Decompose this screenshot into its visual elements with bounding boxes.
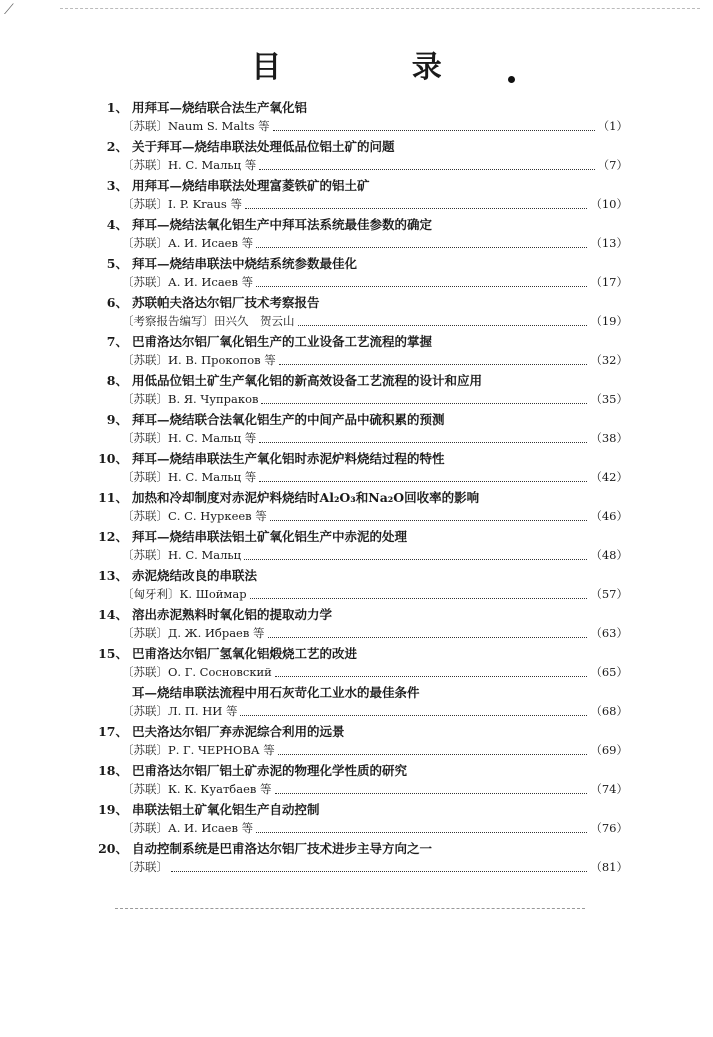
toc-page: （42）	[590, 469, 628, 484]
toc-entry	[98, 97, 628, 136]
toc-title: 赤泥烧结改良的串联法	[132, 567, 258, 583]
toc-entry	[98, 253, 628, 292]
dot-leader	[240, 706, 587, 716]
toc-title: 拜耳—烧结串联法铝土矿氧化铝生产中赤泥的处理	[132, 528, 408, 544]
dot-leader	[278, 745, 588, 755]
toc-author-row	[98, 545, 628, 564]
dot-leader	[261, 394, 587, 404]
toc-title-row	[98, 682, 628, 701]
toc-title-row	[98, 136, 628, 155]
toc-page: （35）	[590, 391, 628, 406]
toc-title: 拜耳—烧结串联法中烧结系统参数最佳化	[132, 255, 358, 271]
toc-page: （68）	[590, 703, 628, 718]
toc-title-row	[98, 292, 628, 311]
table-of-contents	[98, 97, 628, 877]
toc-author-row	[98, 857, 628, 876]
toc-author: 〔苏联〕Н. С. Мальц	[122, 547, 242, 562]
dot-leader	[256, 823, 587, 833]
toc-page: （65）	[590, 664, 628, 679]
toc-number: 9、	[106, 411, 128, 427]
toc-entry	[98, 565, 628, 604]
dot-leader	[270, 511, 588, 521]
dot-leader	[256, 238, 587, 248]
toc-title: 用拜耳—烧结串联法处理富菱铁矿的铝土矿	[132, 177, 370, 193]
toc-page: （10）	[590, 196, 628, 211]
toc-entry	[98, 799, 628, 838]
toc-page: （38）	[590, 430, 628, 445]
toc-page: （57）	[590, 586, 628, 601]
toc-page: （17）	[590, 274, 628, 289]
toc-number: 8、	[106, 372, 128, 388]
toc-author: 〔苏联〕С. С. Нуркеев 等	[122, 508, 267, 523]
toc-author-row	[98, 740, 628, 759]
ink-dot	[508, 76, 515, 83]
toc-entry	[98, 643, 628, 682]
dot-leader	[245, 199, 587, 209]
toc-title-row	[98, 838, 628, 857]
toc-title: 巴甫洛达尔铝厂铝土矿赤泥的物理化学性质的研究	[132, 762, 408, 778]
toc-author: 〔苏联〕Н. С. Мальц 等	[122, 469, 257, 484]
toc-entry	[98, 760, 628, 799]
toc-entry	[98, 487, 628, 526]
dot-leader	[171, 862, 587, 872]
toc-title-row	[98, 370, 628, 389]
toc-author: 〔苏联〕Д. Ж. Ибраев 等	[122, 625, 265, 640]
toc-author: 〔苏联〕Н. С. Мальц 等	[122, 430, 257, 445]
toc-entry	[98, 331, 628, 370]
toc-title-row	[98, 97, 628, 116]
toc-page: （63）	[590, 625, 628, 640]
toc-title-row	[98, 799, 628, 818]
toc-entry	[98, 175, 628, 214]
top-scan-line	[60, 8, 700, 9]
toc-author: 〔苏联〕А. И. Исаев 等	[122, 820, 254, 835]
dot-leader	[275, 784, 588, 794]
dot-leader	[275, 667, 588, 677]
toc-author-row	[98, 155, 628, 174]
toc-number: 2、	[106, 138, 128, 154]
toc-page: （1）	[597, 118, 628, 133]
dot-leader	[250, 589, 588, 599]
toc-author-row	[98, 818, 628, 837]
toc-number: 7、	[106, 333, 128, 349]
toc-entry	[98, 214, 628, 253]
toc-page: （81）	[590, 859, 628, 874]
dot-leader	[268, 628, 588, 638]
toc-entry	[98, 370, 628, 409]
toc-author-row	[98, 779, 628, 798]
toc-entry	[98, 448, 628, 487]
toc-author-row	[98, 116, 628, 135]
toc-author: 〔苏联〕Н. С. Мальц 等	[122, 157, 257, 172]
toc-author-row	[98, 272, 628, 291]
toc-title: 自动控制系统是巴甫洛达尔铝厂技术进步主导方向之一	[132, 840, 433, 856]
toc-author: 〔苏联〕А. И. Исаев 等	[122, 274, 254, 289]
toc-page: （69）	[590, 742, 628, 757]
toc-number: 4、	[106, 216, 128, 232]
toc-title: 加热和冷却制度对赤泥炉料烧结时Al₂O₃和Na₂O回收率的影响	[132, 489, 480, 505]
toc-page: （32）	[590, 352, 628, 367]
toc-page: （13）	[590, 235, 628, 250]
toc-number: 3、	[106, 177, 128, 193]
toc-author: 〔苏联〕А. И. Исаев 等	[122, 235, 254, 250]
toc-number: 20、	[98, 840, 128, 856]
toc-title-row	[98, 175, 628, 194]
toc-page: （48）	[590, 547, 628, 562]
toc-title-row	[98, 409, 628, 428]
toc-title-row	[98, 253, 628, 272]
toc-title: 巴夫洛达尔铝厂弃赤泥综合利用的远景	[132, 723, 345, 739]
toc-author-row	[98, 623, 628, 642]
toc-page: （46）	[590, 508, 628, 523]
toc-entry	[98, 682, 628, 721]
toc-author-row	[98, 506, 628, 525]
toc-entry	[98, 409, 628, 448]
dot-leader	[259, 472, 587, 482]
dot-leader	[279, 355, 588, 365]
toc-number: 19、	[98, 801, 128, 817]
toc-entry	[98, 136, 628, 175]
toc-author: 〔苏联〕И. В. Прокопов 等	[122, 352, 276, 367]
dot-leader	[244, 550, 587, 560]
toc-number: 12、	[98, 528, 128, 544]
toc-title-row	[98, 760, 628, 779]
dot-leader	[298, 316, 588, 326]
toc-title: 巴甫洛达尔铝厂氢氧化铝煅烧工艺的改进	[132, 645, 358, 661]
toc-author-row	[98, 467, 628, 486]
toc-author-row	[98, 701, 628, 720]
toc-author: 〔考察报告编写〕田兴久 贺云山	[122, 313, 295, 328]
toc-author: 〔匈牙利〕К. Шоймар	[122, 586, 247, 601]
toc-author-row	[98, 584, 628, 603]
toc-page: （74）	[590, 781, 628, 796]
toc-author: 〔苏联〕Naum S. Malts 等	[122, 118, 270, 133]
toc-author: 〔苏联〕Р. Г. ЧЕРНОВА 等	[122, 742, 275, 757]
toc-page: （7）	[597, 157, 628, 172]
dot-leader	[273, 121, 595, 131]
toc-title: 串联法铝土矿氧化铝生产自动控制	[132, 801, 320, 817]
toc-author: 〔苏联〕В. Я. Чупраков	[122, 391, 259, 406]
toc-number: 13、	[98, 567, 128, 583]
toc-entry	[98, 838, 628, 877]
toc-title: 拜耳—烧结法氧化铝生产中拜耳法系统最佳参数的确定	[132, 216, 433, 232]
toc-author-row	[98, 428, 628, 447]
toc-number: 15、	[98, 645, 128, 661]
toc-author: 〔苏联〕О. Г. Сосновский	[122, 664, 272, 679]
dot-leader	[256, 277, 587, 287]
toc-author-row	[98, 311, 628, 330]
toc-title-row	[98, 526, 628, 545]
toc-page: （19）	[590, 313, 628, 328]
toc-number: 1、	[106, 99, 128, 115]
toc-entry	[98, 292, 628, 331]
toc-number: 18、	[98, 762, 128, 778]
toc-title: 关于拜耳—烧结串联法处理低品位铝土矿的问题	[132, 138, 395, 154]
bottom-rule	[115, 908, 585, 909]
toc-entry	[98, 604, 628, 643]
toc-number: 17、	[98, 723, 128, 739]
toc-title: 拜耳—烧结联合法氧化铝生产的中间产品中硫积累的预测	[132, 411, 445, 427]
toc-title-row	[98, 565, 628, 584]
dot-leader	[259, 433, 587, 443]
toc-author: 〔苏联〕I. P. Kraus 等	[122, 196, 242, 211]
toc-author-row	[98, 662, 628, 681]
toc-title: 溶出赤泥熟料时氧化铝的提取动力学	[132, 606, 333, 622]
toc-author: 〔苏联〕Л. П. НИ 等	[122, 703, 238, 718]
toc-number: 10、	[98, 450, 128, 466]
toc-title-row	[98, 721, 628, 740]
toc-title: 拜耳—烧结串联法生产氧化铝时赤泥炉料烧结过程的特性	[132, 450, 445, 466]
toc-title: 耳—烧结串联法流程中用石灰苛化工业水的最佳条件	[132, 684, 420, 700]
dot-leader	[259, 160, 594, 170]
page-title: 目 录	[251, 50, 502, 85]
toc-author: 〔苏联〕	[122, 859, 168, 874]
toc-title-row	[98, 604, 628, 623]
corner-mark: ⟋	[4, 2, 14, 18]
toc-number: 11、	[98, 489, 128, 505]
toc-title: 巴甫洛达尔铝厂氧化铝生产的工业设备工艺流程的掌握	[132, 333, 433, 349]
toc-page: （76）	[590, 820, 628, 835]
toc-author-row	[98, 389, 628, 408]
toc-title-row	[98, 643, 628, 662]
toc-entry	[98, 526, 628, 565]
toc-title-row	[98, 487, 628, 506]
toc-entry	[98, 721, 628, 760]
toc-title-row	[98, 214, 628, 233]
toc-author-row	[98, 194, 628, 213]
toc-title: 苏联帕夫洛达尔铝厂技术考察报告	[132, 294, 320, 310]
toc-title: 用拜耳—烧结联合法生产氧化铝	[132, 99, 308, 115]
toc-number: 14、	[98, 606, 128, 622]
toc-number: 5、	[106, 255, 128, 271]
toc-number: 6、	[106, 294, 128, 310]
toc-title-row	[98, 331, 628, 350]
toc-author: 〔苏联〕К. К. Куатбаев 等	[122, 781, 272, 796]
toc-author-row	[98, 233, 628, 252]
toc-author-row	[98, 350, 628, 369]
toc-title: 用低品位铝土矿生产氧化铝的新高效设备工艺流程的设计和应用	[132, 372, 483, 388]
toc-title-row	[98, 448, 628, 467]
